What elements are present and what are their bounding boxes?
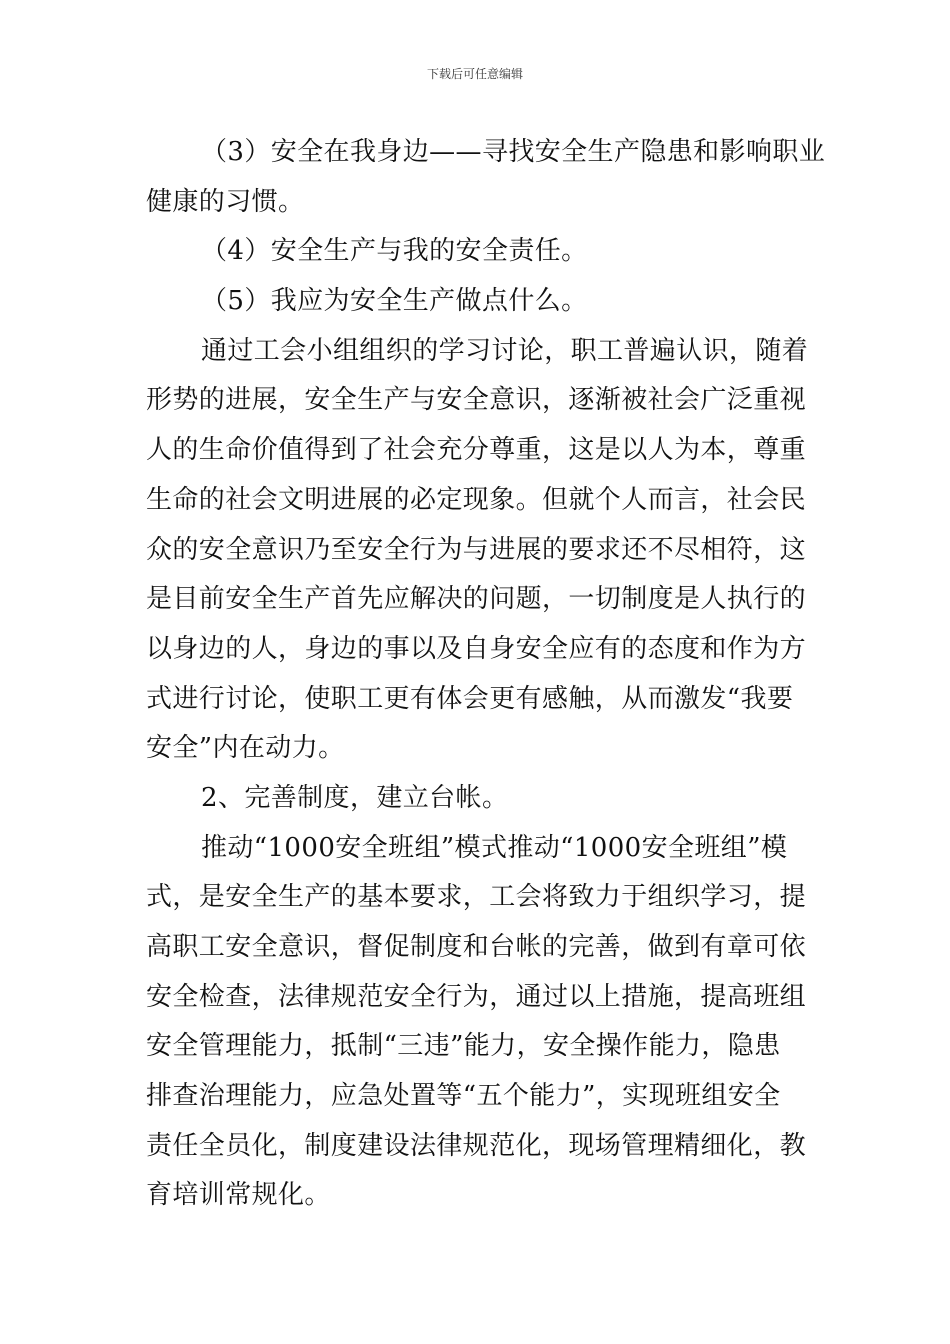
text-line: 众的安全意识乃至安全行为与进展的要求还不尽相符，这 xyxy=(146,534,807,565)
text-line: 推动“1000安全班组”模式推动“1000安全班组”模 xyxy=(201,832,788,863)
text-line: （3）安全在我身边——寻找安全生产隐患和影响职业 xyxy=(201,137,826,167)
text-line: （5）我应为安全生产做点什么。 xyxy=(201,286,588,317)
text-line: 式进行讨论，使职工更有体会更有感触，从而激发“我要 xyxy=(146,683,794,714)
text-line: 通过工会小组组织的学习讨论，职工普遍认识，随着 xyxy=(201,335,809,366)
text-line: 责任全员化，制度建设法律规范化，现场管理精细化，教 xyxy=(146,1130,807,1161)
document-body xyxy=(146,128,826,1221)
text-line: 排查治理能力，应急处置等“五个能力”，实现班组安全 xyxy=(146,1081,781,1112)
text-line: 以身边的人，身边的事以及自身安全应有的态度和作为方 xyxy=(146,633,807,664)
text-line: 是目前安全生产首先应解决的问题，一切制度是人执行的 xyxy=(146,584,807,615)
text-line: 安全”内在动力。 xyxy=(146,733,345,764)
text-line: 安全检查，法律规范安全行为，通过以上措施，提高班组 xyxy=(146,981,807,1012)
text-line: 生命的社会文明进展的必定现象。但就个人而言，社会民 xyxy=(146,484,807,515)
text-line: 式，是安全生产的基本要求，工会将致力于组织学习，提 xyxy=(146,882,807,913)
page-header: 下载后可任意编辑 xyxy=(426,67,523,81)
text-line: 育培训常规化。 xyxy=(146,1180,331,1211)
text-line: （4）安全生产与我的安全责任。 xyxy=(201,236,588,267)
text-line: 高职工安全意识，督促制度和台帐的完善，做到有章可依 xyxy=(146,932,807,962)
text-line: 健康的习惯。 xyxy=(146,186,305,217)
text-line: 形势的进展，安全生产与安全意识，逐渐被社会广泛重视 xyxy=(146,385,807,416)
text-line: 人的生命价值得到了社会充分尊重，这是以人为本，尊重 xyxy=(146,435,807,466)
text-line: 安全管理能力，抵制“三违”能力，安全操作能力，隐患 xyxy=(146,1031,781,1062)
text-line: 2、完善制度，建立台帐。 xyxy=(201,782,509,813)
